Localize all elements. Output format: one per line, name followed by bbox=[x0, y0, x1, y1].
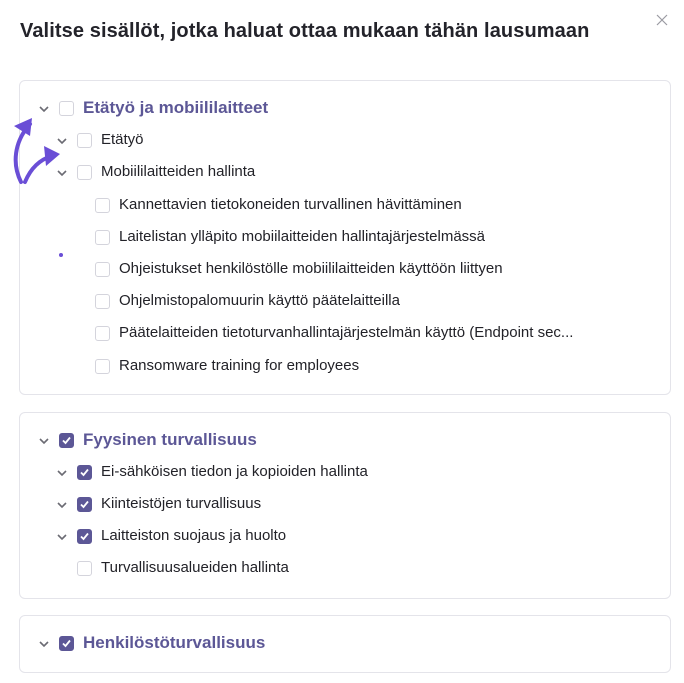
tree-item bbox=[20, 462, 670, 484]
group-row-physical bbox=[20, 430, 670, 452]
tree-subitem bbox=[20, 356, 670, 378]
tree-subitem bbox=[20, 291, 670, 313]
group-row-remote-mobile bbox=[20, 98, 670, 120]
tree-item bbox=[20, 162, 670, 184]
item-label: Päätelaitteiden tietoturvanhallintajärjestelmän käyttö (Endpoint sec... bbox=[119, 324, 574, 341]
checkmark-icon bbox=[61, 638, 72, 649]
item-label: Ei-sähköisen tiedon ja kopioiden hallinta bbox=[101, 463, 368, 480]
group-label: Henkilöstöturvallisuus bbox=[83, 633, 266, 652]
tree-item bbox=[20, 526, 670, 548]
tree-item bbox=[20, 130, 670, 152]
item-checkbox[interactable] bbox=[95, 262, 110, 277]
chevron-down-icon[interactable] bbox=[56, 531, 68, 543]
group-row-personnel bbox=[20, 633, 670, 655]
tree-subitem bbox=[20, 259, 670, 281]
annotation-dot bbox=[59, 253, 63, 257]
checkmark-icon bbox=[61, 435, 72, 446]
content-group-card-remote-work bbox=[19, 80, 671, 395]
item-label: Ransomware training for employees bbox=[119, 357, 360, 374]
item-checkbox[interactable] bbox=[95, 326, 110, 341]
chevron-down-icon[interactable] bbox=[38, 638, 50, 650]
chevron-down-icon[interactable] bbox=[38, 435, 50, 447]
item-label: Ohjeistukset henkilöstölle mobiililaitteiden käyttöön liittyen bbox=[119, 260, 503, 277]
group-label: Etätyö ja mobiililaitteet bbox=[83, 98, 269, 117]
annotation-arrows-icon bbox=[8, 112, 68, 187]
item-checkbox[interactable] bbox=[95, 230, 110, 245]
chevron-down-icon[interactable] bbox=[56, 499, 68, 511]
tree-subitem bbox=[20, 323, 670, 345]
content-group-card-personnel bbox=[19, 615, 671, 673]
group-checkbox[interactable] bbox=[59, 636, 74, 651]
item-checkbox[interactable] bbox=[77, 497, 92, 512]
item-checkbox[interactable] bbox=[77, 133, 92, 148]
item-label: Etätyö bbox=[101, 131, 144, 148]
checkmark-icon bbox=[79, 467, 90, 478]
group-checkbox[interactable] bbox=[59, 433, 74, 448]
chevron-down-icon[interactable] bbox=[56, 467, 68, 479]
checkmark-icon bbox=[79, 499, 90, 510]
dialog-title: Valitse sisällöt, jotka haluat ottaa mukaan tähän lausumaan bbox=[20, 20, 590, 42]
tree-item bbox=[20, 558, 670, 580]
tree-subitem bbox=[20, 227, 670, 249]
item-label: Kannettavien tietokoneiden turvallinen hävittäminen bbox=[119, 196, 462, 213]
item-label: Laitteiston suojaus ja huolto bbox=[101, 527, 287, 544]
item-checkbox[interactable] bbox=[95, 294, 110, 309]
group-label: Fyysinen turvallisuus bbox=[83, 430, 257, 449]
item-checkbox[interactable] bbox=[77, 465, 92, 480]
item-label: Kiinteistöjen turvallisuus bbox=[101, 495, 262, 512]
item-label: Laitelistan ylläpito mobiilaitteiden hallintajärjestelmässä bbox=[119, 228, 486, 245]
tree-item bbox=[20, 494, 670, 516]
item-checkbox[interactable] bbox=[77, 165, 92, 180]
item-label: Ohjelmistopalomuurin käyttö päätelaitteilla bbox=[119, 292, 400, 309]
content-group-card-physical bbox=[19, 412, 671, 599]
item-checkbox[interactable] bbox=[95, 198, 110, 213]
tree-subitem bbox=[20, 195, 670, 217]
item-checkbox[interactable] bbox=[77, 561, 92, 576]
item-label: Turvallisuusalueiden hallinta bbox=[101, 559, 289, 576]
checkmark-icon bbox=[79, 531, 90, 542]
close-button[interactable] bbox=[652, 10, 672, 30]
item-label: Mobiililaitteiden hallinta bbox=[101, 163, 256, 180]
x-icon[interactable] bbox=[656, 14, 668, 26]
item-checkbox[interactable] bbox=[95, 359, 110, 374]
item-checkbox[interactable] bbox=[77, 529, 92, 544]
